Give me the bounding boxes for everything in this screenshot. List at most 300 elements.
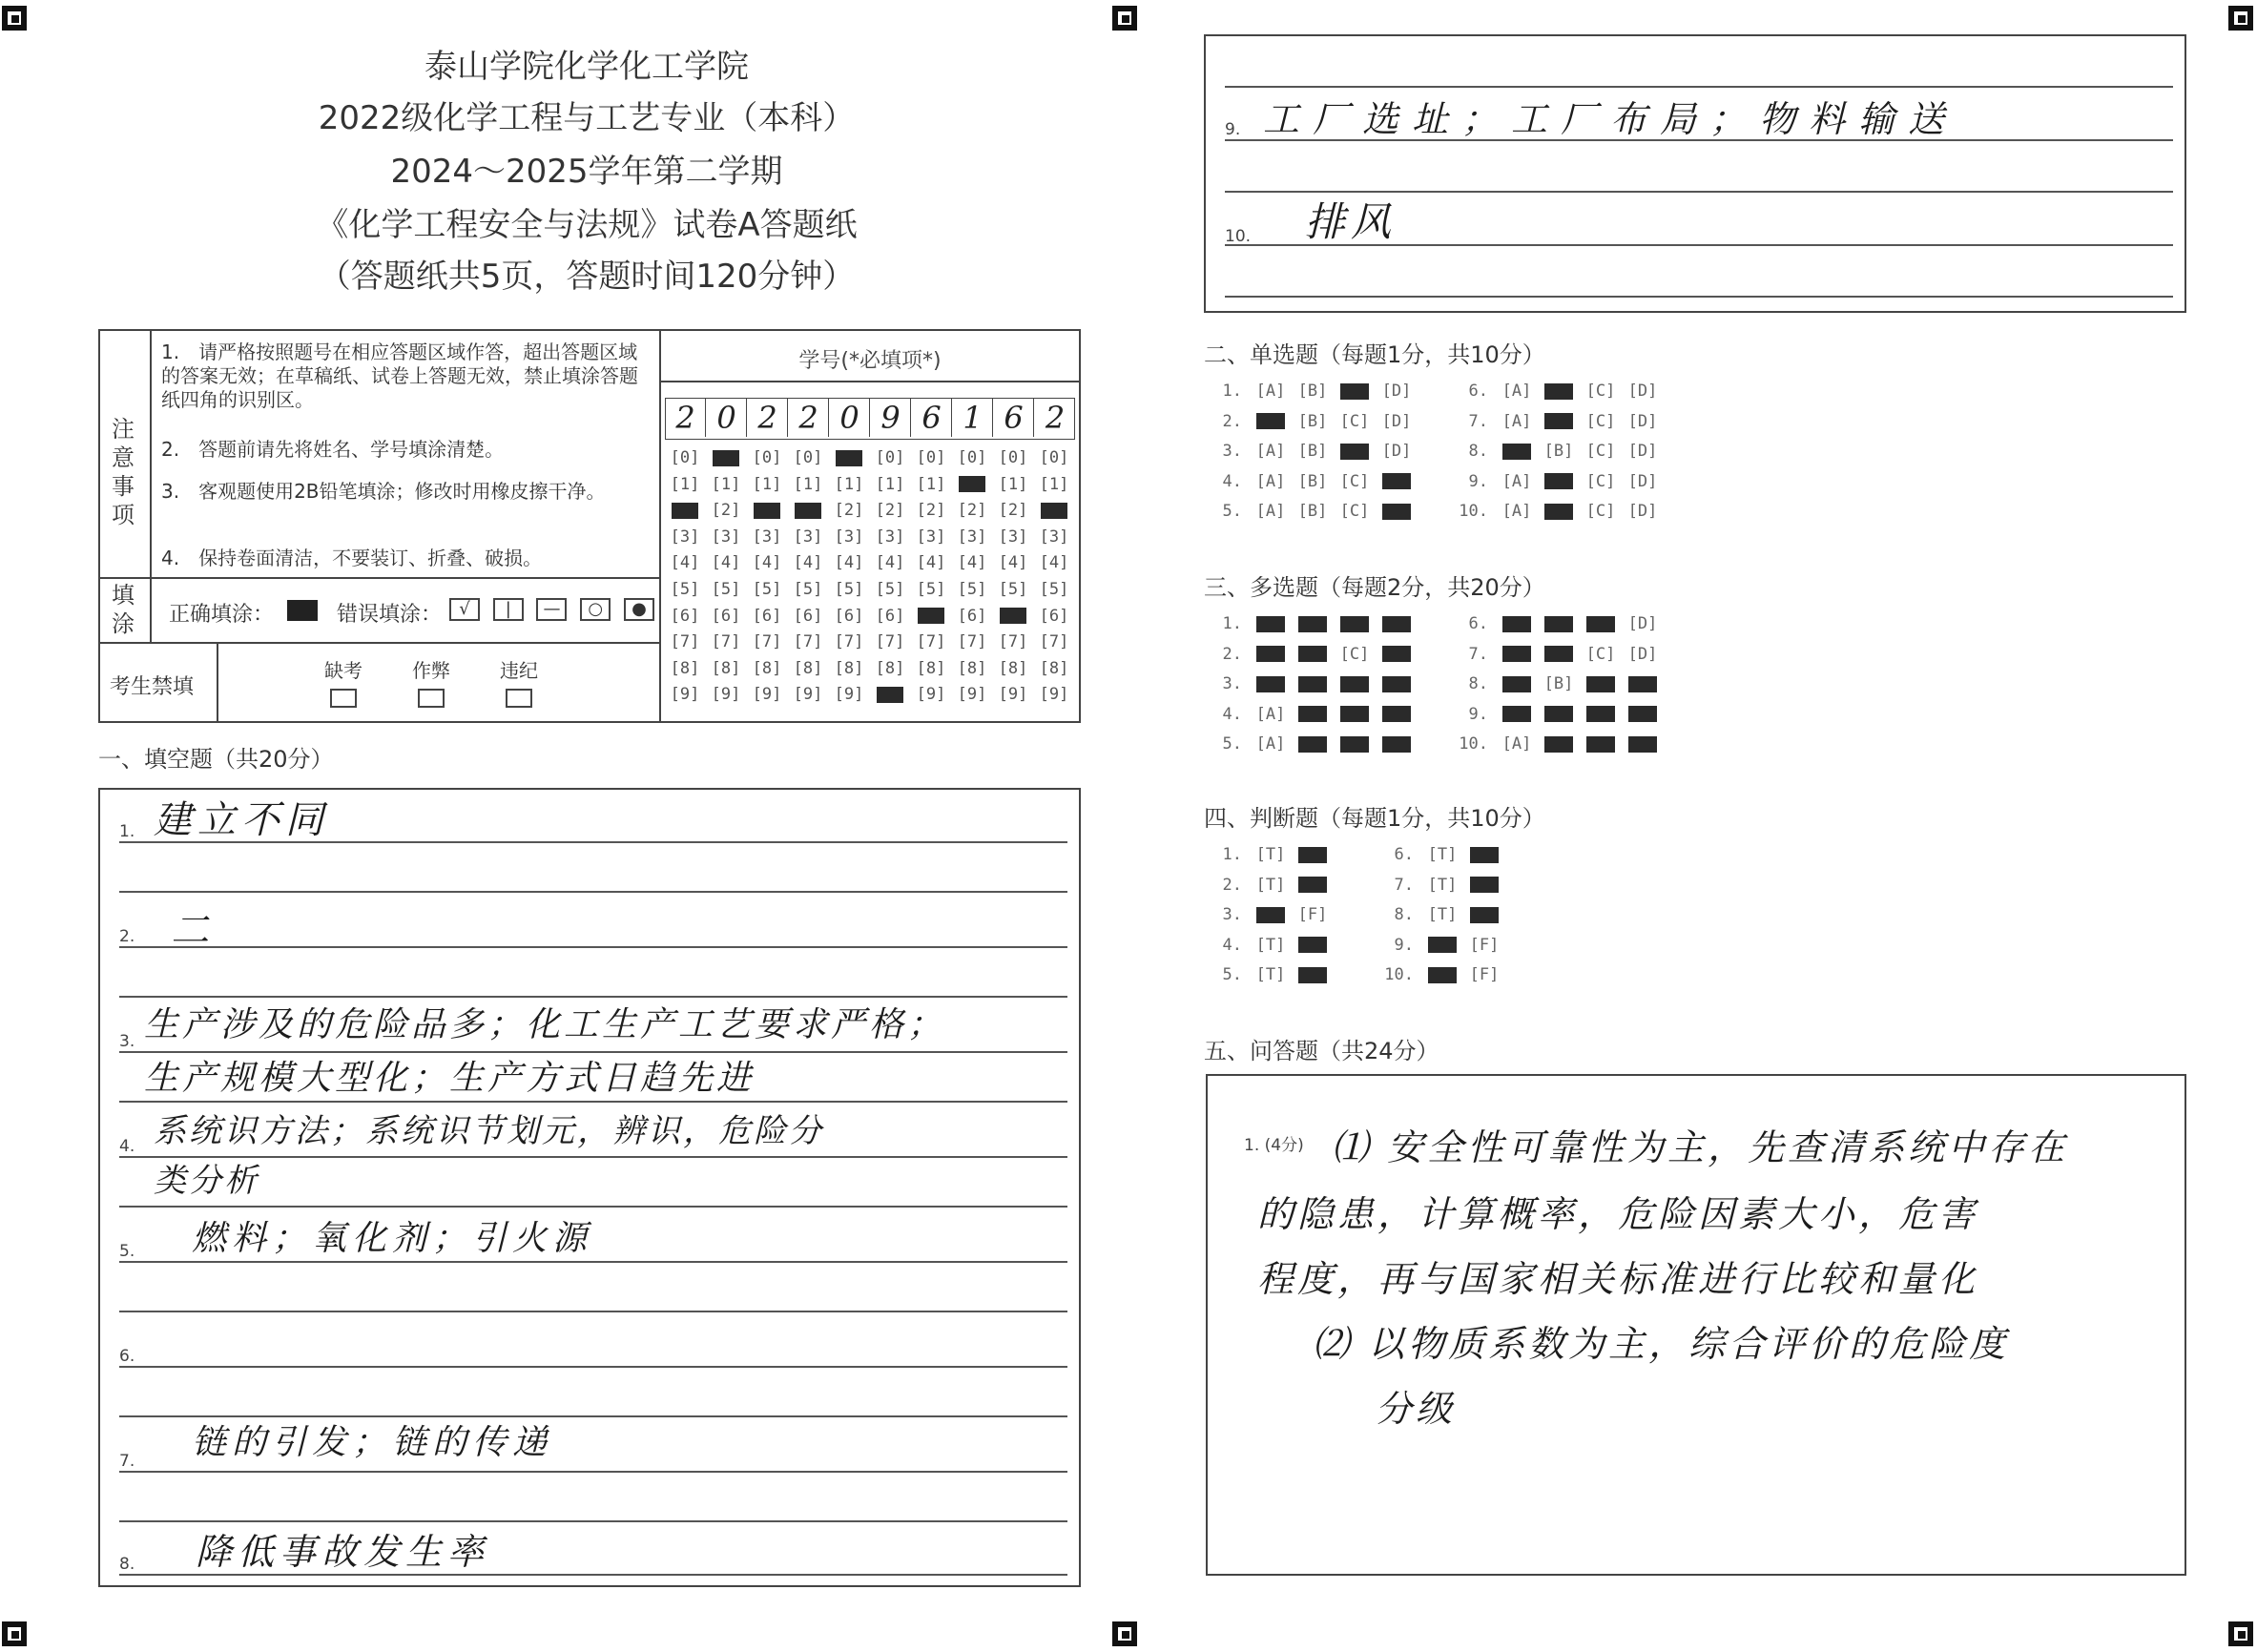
id-bubble[interactable]: [4]	[711, 553, 741, 573]
answer-row[interactable]	[1376, 876, 1505, 895]
id-bubble[interactable]: [1]	[875, 474, 905, 494]
answer-row[interactable]	[1450, 614, 1664, 633]
option-filled[interactable]	[1544, 736, 1573, 753]
option-filled[interactable]	[1428, 937, 1457, 953]
id-bubble[interactable]: [5]	[998, 579, 1028, 599]
answer-number: 9.	[1394, 935, 1414, 955]
id-bubble[interactable]: [6]	[670, 606, 700, 626]
answer-row[interactable]	[1204, 705, 1418, 724]
blank-answer-7: 链的引发；链的传递	[192, 1423, 553, 1462]
id-bubble[interactable]: [2]	[916, 501, 946, 521]
blank-number-1: 1.	[119, 822, 135, 841]
option-filled[interactable]	[1256, 616, 1285, 632]
id-bubble[interactable]: [4]	[998, 553, 1028, 573]
answer-number: 4.	[1222, 471, 1242, 491]
blank-number-10: 10.	[1225, 227, 1252, 246]
option-bubble[interactable]: [B]	[1297, 471, 1328, 491]
option-bubble[interactable]: [C]	[1339, 644, 1370, 664]
option-filled[interactable]	[1544, 383, 1573, 400]
id-bubble[interactable]: [3]	[957, 527, 987, 547]
correct-fill-mark	[287, 600, 318, 621]
forbid-label: 考生禁填	[110, 675, 195, 699]
answer-row[interactable]	[1376, 965, 1505, 984]
blank-answer-3b: 生产规模大型化；生产方式日趋先进	[144, 1059, 756, 1098]
id-bubble[interactable]: [9]	[916, 685, 946, 705]
option-bubble[interactable]: [A]	[1501, 411, 1532, 431]
id-bubble[interactable]: [2]	[711, 501, 741, 521]
option-bubble[interactable]: [D]	[1627, 411, 1658, 431]
forbid-cheat: 作弊	[407, 655, 455, 708]
id-bubble[interactable]: [5]	[1039, 579, 1069, 599]
option-filled[interactable]	[1586, 736, 1615, 753]
id-bubble[interactable]: [8]	[711, 658, 741, 678]
id-bubble-column[interactable]	[788, 445, 828, 709]
id-bubble[interactable]: [8]	[834, 658, 864, 678]
option-filled[interactable]	[1256, 413, 1285, 429]
id-bubble[interactable]: [9]	[752, 685, 782, 705]
answer-row[interactable]	[1450, 734, 1664, 754]
option-bubble[interactable]: [T]	[1255, 845, 1286, 864]
option-bubble[interactable]: [A]	[1501, 471, 1532, 491]
essay-title: 五、问答题（共24分）	[1204, 1038, 1439, 1064]
answer-number: 7.	[1468, 411, 1488, 431]
id-bubble[interactable]: [4]	[670, 553, 700, 573]
id-bubble[interactable]: [7]	[875, 632, 905, 652]
id-bubble[interactable]: [0]	[916, 448, 946, 467]
forbid-cheat-checkbox[interactable]	[418, 689, 445, 708]
id-bubble[interactable]: [0]	[793, 448, 823, 467]
answer-row[interactable]	[1204, 905, 1334, 924]
id-bubble[interactable]	[870, 682, 910, 709]
option-bubble[interactable]: [D]	[1381, 382, 1412, 401]
answer-number: 6.	[1468, 382, 1488, 401]
answer-number: 7.	[1468, 644, 1488, 664]
option-bubble[interactable]: [C]	[1585, 411, 1616, 431]
id-bubble[interactable]: [2]	[875, 501, 905, 521]
option-filled[interactable]	[1544, 413, 1573, 429]
notice-item-2: 2. 答题前请先将姓名、学号填涂清楚。	[161, 438, 505, 461]
option-bubble[interactable]: [F]	[1469, 965, 1500, 984]
id-bubble[interactable]	[747, 498, 787, 525]
option-filled[interactable]	[1340, 444, 1369, 460]
id-bubble[interactable]: [9]	[711, 685, 741, 705]
option-bubble[interactable]: [D]	[1627, 471, 1658, 491]
option-filled[interactable]	[1382, 676, 1411, 692]
id-bubble[interactable]: [5]	[670, 579, 700, 599]
student-id-title: 学号(*必填项*)	[798, 349, 942, 373]
option-filled[interactable]	[1256, 907, 1285, 923]
answer-row[interactable]	[1376, 936, 1505, 955]
id-digit: 6	[912, 399, 952, 437]
multi-choice-title: 三、多选题（每题2分，共20分）	[1204, 574, 1545, 601]
id-bubble[interactable]: [9]	[793, 685, 823, 705]
answer-row[interactable]	[1450, 412, 1664, 431]
blank-answer-1: 建立不同	[154, 798, 329, 842]
id-bubble[interactable]: [7]	[834, 632, 864, 652]
option-bubble[interactable]: [D]	[1627, 442, 1658, 461]
option-bubble[interactable]: [T]	[1427, 845, 1458, 864]
option-filled[interactable]	[1586, 706, 1615, 722]
id-bubble[interactable]: [9]	[998, 685, 1028, 705]
option-filled[interactable]	[1340, 616, 1369, 632]
option-filled[interactable]	[1544, 706, 1573, 722]
id-bubble[interactable]: [1]	[670, 474, 700, 494]
answer-row[interactable]	[1204, 876, 1334, 895]
option-bubble[interactable]: [D]	[1627, 502, 1658, 521]
option-bubble[interactable]: [A]	[1255, 442, 1286, 461]
id-bubble[interactable]: [7]	[711, 632, 741, 652]
option-filled[interactable]	[1382, 706, 1411, 722]
option-bubble[interactable]: [C]	[1585, 644, 1616, 664]
forbid-absent-checkbox[interactable]	[330, 689, 357, 708]
answer-row[interactable]	[1204, 614, 1418, 633]
option-bubble[interactable]: [C]	[1339, 502, 1370, 521]
id-bubble[interactable]: [6]	[1039, 606, 1069, 626]
id-bubble-column[interactable]	[870, 445, 910, 709]
answer-row[interactable]	[1376, 905, 1505, 924]
option-bubble[interactable]: [A]	[1255, 704, 1286, 724]
option-filled[interactable]	[1502, 616, 1531, 632]
option-bubble[interactable]: [D]	[1381, 411, 1412, 431]
id-bubble-column[interactable]	[665, 445, 705, 709]
option-filled[interactable]	[1382, 646, 1411, 662]
corner-marker-top-left	[2, 6, 27, 31]
id-bubble[interactable]: [4]	[875, 553, 905, 573]
option-filled[interactable]	[1502, 646, 1531, 662]
id-bubble[interactable]: [0]	[1039, 448, 1069, 467]
option-bubble[interactable]: [C]	[1339, 471, 1370, 491]
id-bubble[interactable]: [6]	[875, 606, 905, 626]
option-filled[interactable]	[1298, 847, 1327, 863]
option-filled[interactable]	[1544, 473, 1573, 489]
option-filled[interactable]	[1298, 676, 1327, 692]
id-bubble[interactable]: [3]	[711, 527, 741, 547]
option-filled[interactable]	[1298, 616, 1327, 632]
id-bubble[interactable]: [1]	[711, 474, 741, 494]
option-bubble[interactable]: [C]	[1585, 502, 1616, 521]
answer-row[interactable]	[1376, 845, 1505, 864]
id-bubble[interactable]	[829, 445, 869, 472]
id-bubble[interactable]: [7]	[1039, 632, 1069, 652]
id-bubble[interactable]: [7]	[670, 632, 700, 652]
option-bubble[interactable]: [B]	[1297, 382, 1328, 401]
answer-row[interactable]	[1450, 502, 1664, 521]
option-bubble[interactable]: [T]	[1427, 875, 1458, 895]
answer-row[interactable]	[1204, 674, 1418, 693]
id-bubble[interactable]	[1034, 498, 1074, 525]
option-filled[interactable]	[1340, 383, 1369, 400]
forbid-discipline-checkbox[interactable]	[506, 689, 532, 708]
option-filled[interactable]	[1544, 646, 1573, 662]
id-bubble-column[interactable]	[911, 445, 951, 709]
id-bubble[interactable]: [6]	[834, 606, 864, 626]
id-bubble[interactable]: [1]	[1039, 474, 1069, 494]
option-bubble[interactable]: [A]	[1255, 471, 1286, 491]
id-digit: 6	[994, 399, 1034, 437]
id-bubble[interactable]: [3]	[834, 527, 864, 547]
answer-row[interactable]	[1450, 674, 1664, 693]
id-bubble[interactable]: [8]	[957, 658, 987, 678]
id-bubble-column[interactable]	[1034, 445, 1074, 709]
id-bubble[interactable]: [9]	[670, 685, 700, 705]
id-bubble[interactable]: [8]	[670, 658, 700, 678]
essay-line-5: 分级	[1376, 1388, 1457, 1430]
id-bubble[interactable]: [5]	[875, 579, 905, 599]
id-digit: 0	[830, 399, 870, 437]
answer-number: 5.	[1222, 734, 1242, 754]
option-bubble[interactable]: [A]	[1501, 382, 1532, 401]
blank-number-5: 5.	[119, 1242, 135, 1261]
id-bubble[interactable]: [4]	[957, 553, 987, 573]
id-bubble[interactable]: [8]	[1039, 658, 1069, 678]
answer-number: 1.	[1222, 614, 1242, 633]
answer-row[interactable]	[1450, 382, 1664, 401]
id-bubble[interactable]: [6]	[793, 606, 823, 626]
blank-number-3: 3.	[119, 1032, 135, 1051]
answer-row[interactable]	[1450, 645, 1664, 664]
option-filled[interactable]	[1298, 877, 1327, 893]
answer-row[interactable]	[1204, 965, 1334, 984]
option-filled[interactable]	[1470, 877, 1499, 893]
option-filled[interactable]	[1340, 736, 1369, 753]
option-bubble[interactable]: [B]	[1543, 674, 1574, 693]
option-filled[interactable]	[1298, 967, 1327, 983]
header-line-2: 2022级化学工程与工艺专业（本科）	[318, 99, 856, 137]
option-bubble[interactable]: [A]	[1255, 382, 1286, 401]
id-bubble-column[interactable]	[829, 445, 869, 709]
id-bubble[interactable]	[993, 604, 1033, 630]
answer-row[interactable]	[1204, 412, 1418, 431]
answer-row[interactable]	[1204, 645, 1418, 664]
answer-row[interactable]	[1204, 734, 1418, 754]
id-bubble[interactable]: [5]	[711, 579, 741, 599]
id-digit: 1	[953, 399, 993, 437]
id-bubble[interactable]: [1]	[834, 474, 864, 494]
option-bubble[interactable]: [C]	[1339, 411, 1370, 431]
answer-row[interactable]	[1450, 705, 1664, 724]
option-filled[interactable]	[1502, 706, 1531, 722]
option-bubble[interactable]: [T]	[1255, 875, 1286, 895]
option-filled[interactable]	[1628, 676, 1657, 692]
option-filled[interactable]	[1382, 504, 1411, 520]
id-bubble[interactable]: [8]	[793, 658, 823, 678]
id-bubble[interactable]: [8]	[752, 658, 782, 678]
id-bubble[interactable]: [4]	[793, 553, 823, 573]
id-bubble[interactable]: [1]	[793, 474, 823, 494]
id-bubble[interactable]: [9]	[1039, 685, 1069, 705]
id-bubble[interactable]: [7]	[957, 632, 987, 652]
id-bubble[interactable]: [1]	[998, 474, 1028, 494]
id-bubble[interactable]: [3]	[752, 527, 782, 547]
answer-number: 4.	[1222, 704, 1242, 724]
option-bubble[interactable]: [B]	[1297, 442, 1328, 461]
option-bubble[interactable]: [A]	[1255, 502, 1286, 521]
option-bubble[interactable]: [C]	[1585, 442, 1616, 461]
id-bubble[interactable]: [0]	[957, 448, 987, 467]
id-bubble[interactable]: [9]	[834, 685, 864, 705]
id-digit: 2	[1045, 400, 1066, 436]
id-bubble[interactable]: [6]	[957, 606, 987, 626]
single-choice-grid[interactable]	[1204, 382, 1776, 534]
option-bubble[interactable]: [A]	[1501, 502, 1532, 521]
id-bubble[interactable]: [3]	[916, 527, 946, 547]
option-filled[interactable]	[1586, 616, 1615, 632]
answer-row[interactable]	[1204, 845, 1334, 864]
id-bubble[interactable]: [5]	[957, 579, 987, 599]
id-bubble[interactable]: [7]	[752, 632, 782, 652]
option-filled[interactable]	[1298, 937, 1327, 953]
notice-item-3: 3. 客观题使用2B铅笔填涂；修改时用橡皮擦干净。	[161, 480, 606, 503]
notice-id-box	[98, 329, 1081, 723]
option-bubble[interactable]: [B]	[1297, 502, 1328, 521]
id-bubble[interactable]: [8]	[875, 658, 905, 678]
id-bubble[interactable]: [3]	[670, 527, 700, 547]
option-bubble[interactable]: [T]	[1255, 965, 1286, 984]
id-bubble[interactable]: [5]	[752, 579, 782, 599]
answer-row[interactable]	[1204, 472, 1418, 491]
option-bubble[interactable]: [B]	[1297, 411, 1328, 431]
id-bubble[interactable]: [4]	[916, 553, 946, 573]
answer-row[interactable]	[1204, 442, 1418, 461]
id-bubble[interactable]: [1]	[916, 474, 946, 494]
option-bubble[interactable]: [D]	[1627, 614, 1658, 633]
id-bubble[interactable]: [2]	[957, 501, 987, 521]
id-bubble-column[interactable]	[747, 445, 787, 709]
option-bubble[interactable]: [T]	[1427, 905, 1458, 924]
id-bubble[interactable]: [2]	[998, 501, 1028, 521]
option-filled[interactable]	[1628, 706, 1657, 722]
answer-number: 6.	[1394, 845, 1414, 864]
option-filled[interactable]	[1628, 736, 1657, 753]
option-bubble[interactable]: [D]	[1381, 442, 1412, 461]
multi-choice-grid[interactable]	[1204, 614, 1776, 767]
blank-answer-9: 工厂选址；工厂布局；物料输送	[1263, 98, 1958, 140]
option-filled[interactable]	[1298, 646, 1327, 662]
option-filled[interactable]	[1298, 736, 1327, 753]
option-filled[interactable]	[1502, 444, 1531, 460]
option-filled[interactable]	[1544, 504, 1573, 520]
id-bubble[interactable]: [8]	[998, 658, 1028, 678]
blank-number-9: 9.	[1225, 120, 1241, 139]
option-filled[interactable]	[1256, 676, 1285, 692]
id-bubble[interactable]: [7]	[793, 632, 823, 652]
wrong-mark-1: √	[449, 598, 480, 621]
notice-item-4: 4. 保持卷面清洁，不要装订、折叠、破损。	[161, 547, 543, 569]
id-bubble[interactable]: [5]	[916, 579, 946, 599]
option-bubble[interactable]: [T]	[1255, 935, 1286, 955]
blank-answer-3a: 生产涉及的危险品多；化工生产工艺要求严格；	[144, 1005, 946, 1044]
id-bubble[interactable]: [4]	[834, 553, 864, 573]
forbid-absent: 缺考	[320, 655, 367, 708]
id-bubble[interactable]	[911, 604, 951, 630]
essay-line-1: ⑴ 安全性可靠性为主，先查清系统中存在	[1332, 1126, 2069, 1168]
option-filled[interactable]	[1428, 967, 1457, 983]
id-bubble[interactable]	[952, 472, 992, 499]
option-filled[interactable]	[1470, 907, 1499, 923]
id-bubble-column[interactable]	[706, 445, 746, 709]
id-bubble[interactable]: [5]	[834, 579, 864, 599]
option-bubble[interactable]: [A]	[1501, 734, 1532, 754]
answer-row[interactable]	[1204, 936, 1334, 955]
id-bubble[interactable]: [3]	[875, 527, 905, 547]
id-bubble[interactable]: [3]	[793, 527, 823, 547]
option-filled[interactable]	[1586, 676, 1615, 692]
answer-row[interactable]	[1204, 502, 1418, 521]
id-bubble[interactable]: [0]	[752, 448, 782, 467]
id-bubble[interactable]: [6]	[711, 606, 741, 626]
forbid-discipline: 违纪	[495, 655, 543, 708]
answer-row[interactable]	[1450, 442, 1664, 461]
answer-row[interactable]	[1450, 472, 1664, 491]
id-bubble[interactable]	[788, 498, 828, 525]
id-bubble[interactable]: [8]	[916, 658, 946, 678]
option-bubble[interactable]: [B]	[1543, 442, 1574, 461]
option-bubble[interactable]: [A]	[1255, 734, 1286, 754]
essay-line-3: 程度，再与国家相关标准进行比较和量化	[1257, 1258, 1979, 1300]
id-bubble[interactable]: [1]	[752, 474, 782, 494]
corner-marker-top-right	[2228, 6, 2253, 31]
id-bubble[interactable]: [3]	[1039, 527, 1069, 547]
option-filled[interactable]	[1382, 736, 1411, 753]
option-filled[interactable]	[1470, 847, 1499, 863]
corner-marker-bottom-right	[2228, 1621, 2253, 1646]
id-bubble[interactable]: [7]	[998, 632, 1028, 652]
id-bubble[interactable]: [0]	[875, 448, 905, 467]
option-filled[interactable]	[1382, 616, 1411, 632]
id-bubble-column[interactable]	[993, 445, 1033, 709]
id-bubble[interactable]	[706, 445, 746, 472]
option-bubble[interactable]: [C]	[1585, 471, 1616, 491]
single-choice-title: 二、单选题（每题1分，共10分）	[1204, 341, 1545, 368]
option-filled[interactable]	[1382, 473, 1411, 489]
id-bubble[interactable]	[665, 498, 705, 525]
wrong-mark-4: ○	[580, 598, 611, 621]
blank-answer-4b: 类分析	[154, 1162, 259, 1200]
wrong-mark-2: |	[493, 598, 524, 621]
option-bubble[interactable]: [D]	[1627, 644, 1658, 664]
option-bubble[interactable]: [F]	[1469, 935, 1500, 955]
answer-row[interactable]	[1204, 382, 1418, 401]
option-filled[interactable]	[1298, 706, 1327, 722]
id-bubble[interactable]: [6]	[752, 606, 782, 626]
id-bubble[interactable]: [4]	[752, 553, 782, 573]
id-bubble[interactable]: [0]	[998, 448, 1028, 467]
id-bubble[interactable]: [0]	[670, 448, 700, 467]
id-bubble[interactable]: [3]	[998, 527, 1028, 547]
fill-blank-box	[98, 788, 1081, 1587]
option-filled[interactable]	[1256, 646, 1285, 662]
id-bubble-column[interactable]	[952, 445, 992, 709]
option-filled[interactable]	[1340, 676, 1369, 692]
notice-label: 注意事项	[112, 416, 135, 528]
option-filled[interactable]	[1340, 706, 1369, 722]
id-bubble[interactable]: [9]	[957, 685, 987, 705]
id-bubble[interactable]: [7]	[916, 632, 946, 652]
option-filled[interactable]	[1502, 676, 1531, 692]
answer-number: 10.	[1459, 502, 1488, 521]
id-bubble[interactable]: [4]	[1039, 553, 1069, 573]
option-bubble[interactable]: [F]	[1297, 905, 1328, 924]
id-bubble[interactable]: [2]	[834, 501, 864, 521]
student-id-bubble-grid[interactable]	[665, 442, 1075, 718]
option-filled[interactable]	[1544, 616, 1573, 632]
true-false-grid[interactable]	[1204, 845, 1585, 998]
answer-number: 9.	[1468, 471, 1488, 491]
option-bubble[interactable]: [D]	[1627, 382, 1658, 401]
option-bubble[interactable]: [C]	[1585, 382, 1616, 401]
id-bubble[interactable]: [5]	[793, 579, 823, 599]
blank-answer-4a: 系统识方法；系统识节划元，辨识，危险分	[154, 1112, 824, 1150]
